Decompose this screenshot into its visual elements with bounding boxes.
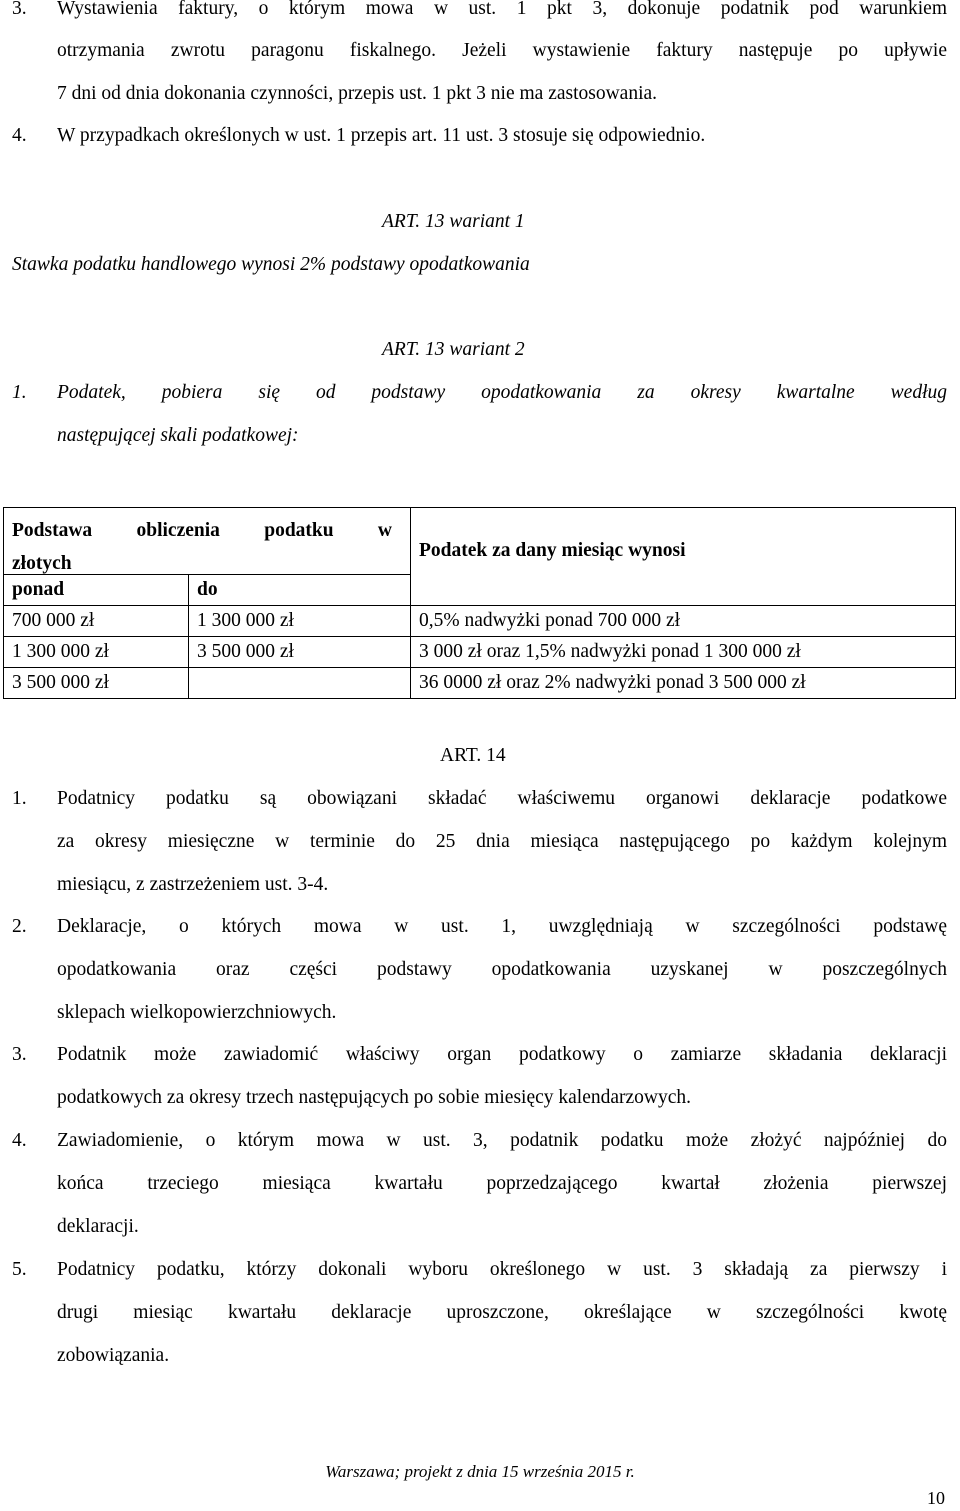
page-footer: Warszawa; projekt z dnia 15 września 2015 r. xyxy=(325,1462,635,1481)
paragraph-text: W przypadkach określonych w ust. 1 przepis art. 11 ust. 3 stosuje się odpowiednio. xyxy=(57,125,706,146)
paragraph-number: 4. xyxy=(12,125,27,146)
table-cell-to xyxy=(189,668,411,699)
paragraph-text: Podatek, pobiera się od podstawy opodatkowania za okresy kwartalne według xyxy=(57,382,947,403)
table-header-base-line2: złotych xyxy=(12,553,72,574)
article-text: Stawka podatku handlowego wynosi 2% podstawy opodatkowania xyxy=(12,254,530,275)
paragraph-number: 1. xyxy=(12,788,27,809)
table-header-tax: Podatek za dany miesiąc wynosi xyxy=(411,508,956,606)
paragraph-text: deklaracji. xyxy=(57,1216,139,1237)
table-header-word: obliczenia xyxy=(136,520,220,541)
paragraph-text: Podatnik może zawiadomić właściwy organ podatkowy o zamiarze składania deklaracji xyxy=(57,1044,947,1065)
table-cell-tax: 36 0000 zł oraz 2% nadwyżki ponad 3 500 000 zł xyxy=(411,668,956,699)
table-cell-tax: 3 000 zł oraz 1,5% nadwyżki ponad 1 300 000 zł xyxy=(411,637,956,668)
table-header-to: do xyxy=(189,575,411,606)
article-heading: ART. 13 wariant 1 xyxy=(382,211,525,232)
paragraph-text: Wystawienia faktury, o którym mowa w ust. 1 pkt 3, dokonuje podatnik pod warunkiem xyxy=(57,0,947,19)
table-cell-to: 3 500 000 zł xyxy=(189,637,411,668)
paragraph-text: drugi miesiąc kwartału deklaracje uproszczone, określające w szczególności kwotę xyxy=(57,1302,947,1323)
table-header-word: w xyxy=(377,520,392,541)
table-header-base xyxy=(4,508,411,575)
paragraph-text: Zawiadomienie, o którym mowa w ust. 3, podatnik podatku może złożyć najpóźniej do xyxy=(57,1130,947,1151)
article-heading: ART. 14 xyxy=(440,745,506,766)
paragraph-text: końca trzeciego miesiąca kwartału poprzedzającego kwartał złożenia pierwszej xyxy=(57,1173,947,1194)
paragraph-text: następującej skali podatkowej: xyxy=(57,425,299,446)
paragraph-text: sklepach wielkopowierzchniowych. xyxy=(57,1002,337,1023)
table-row xyxy=(4,606,956,637)
paragraph-number: 2. xyxy=(12,916,27,937)
tax-scale-table xyxy=(3,507,956,699)
paragraph-number: 3. xyxy=(12,0,27,19)
article-heading: ART. 13 wariant 2 xyxy=(382,339,525,360)
table-cell-tax: 0,5% nadwyżki ponad 700 000 zł xyxy=(411,606,956,637)
page-number: 10 xyxy=(927,1488,945,1508)
paragraph-text: za okresy miesięczne w terminie do 25 dnia miesiąca następującego po każdym kolejnym xyxy=(57,831,947,852)
paragraph-number: 1. xyxy=(12,382,27,403)
paragraph-number: 5. xyxy=(12,1259,27,1280)
table-header-word: podatku xyxy=(264,520,334,541)
table-row xyxy=(4,637,956,668)
paragraph-number: 4. xyxy=(12,1130,27,1151)
paragraph-text: Deklaracje, o których mowa w ust. 1, uwzględniają w szczególności podstawę xyxy=(57,916,947,937)
paragraph-number: 3. xyxy=(12,1044,27,1065)
paragraph-text: podatkowych za okresy trzech następujących po sobie miesięcy kalendarzowych. xyxy=(57,1087,692,1108)
paragraph-text: miesiącu, z zastrzeżeniem ust. 3-4. xyxy=(57,874,329,895)
paragraph-text: opodatkowania oraz części podstawy opodatkowania uzyskanej w poszczególnych xyxy=(57,959,947,980)
table-header-from: ponad xyxy=(4,575,189,606)
paragraph-text: zobowiązania. xyxy=(57,1345,170,1366)
table-row xyxy=(4,668,956,699)
paragraph-text: Podatnicy podatku, którzy dokonali wyboru określonego w ust. 3 składają za pierwszy i xyxy=(57,1259,947,1280)
table-header-word: Podstawa xyxy=(12,520,93,541)
table-cell-from: 1 300 000 zł xyxy=(4,637,189,668)
paragraph-text: Podatnicy podatku są obowiązani składać właściwemu organowi deklaracje podatkowe xyxy=(57,788,947,809)
table-header-base-line1 xyxy=(12,512,392,550)
table-cell-from: 700 000 zł xyxy=(4,606,189,637)
table-cell-to: 1 300 000 zł xyxy=(189,606,411,637)
paragraph-text: 7 dni od dnia dokonania czynności, przepis ust. 1 pkt 3 nie ma zastosowania. xyxy=(57,83,658,104)
table-cell-from: 3 500 000 zł xyxy=(4,668,189,699)
paragraph-text: otrzymania zwrotu paragonu fiskalnego. Jeżeli wystawienie faktury następuje po upływie xyxy=(57,40,947,61)
